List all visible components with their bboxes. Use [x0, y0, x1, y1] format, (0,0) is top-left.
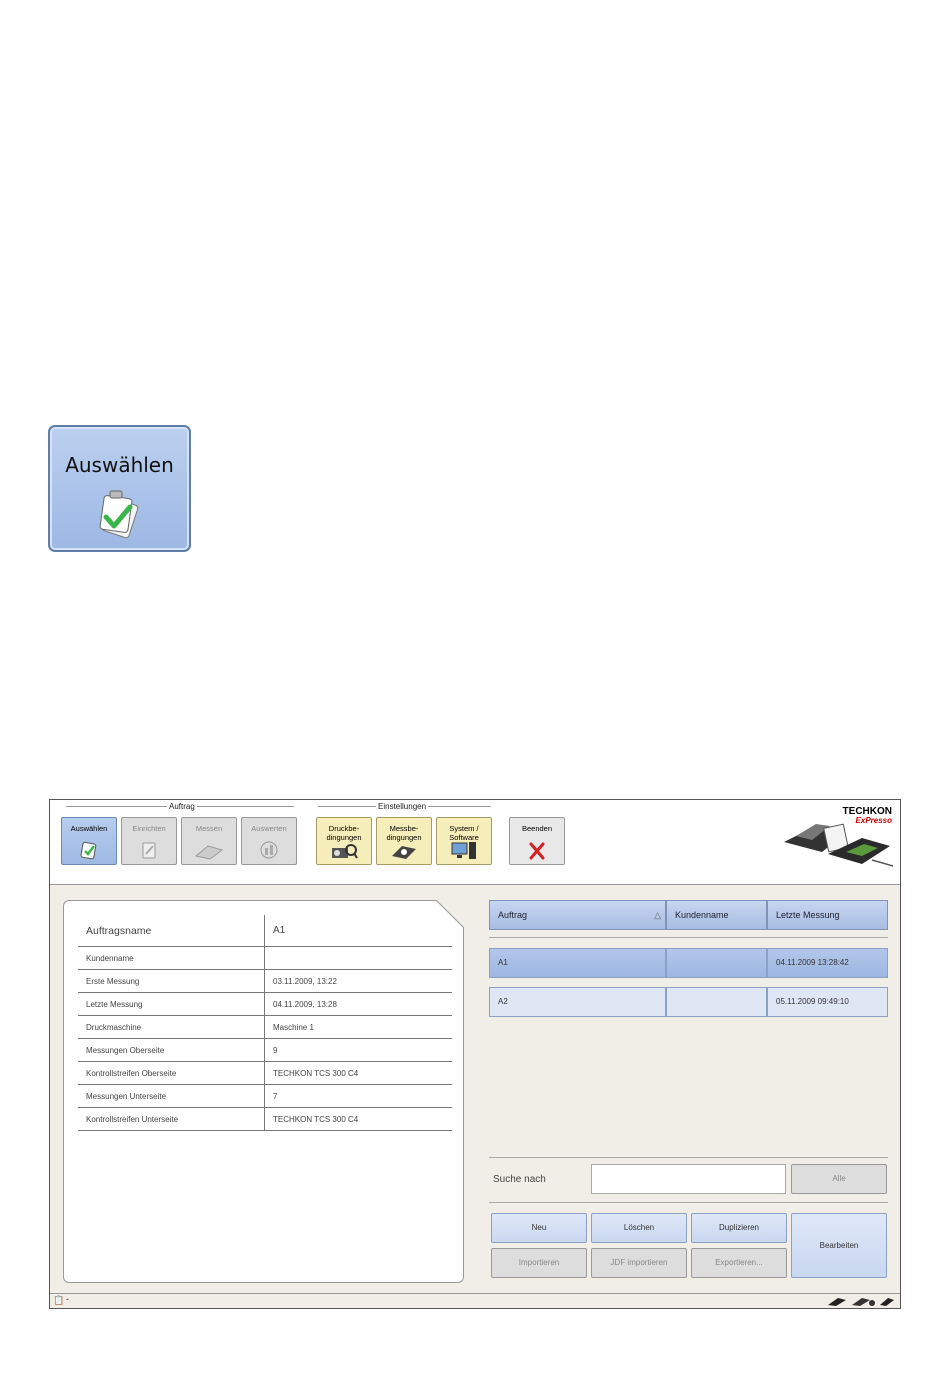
quit-label: Beenden: [521, 824, 553, 833]
measuring-device-icon: [194, 842, 224, 860]
list-row-last-measurement[interactable]: 04.11.2009 13:28:42: [767, 948, 888, 978]
status-text: -: [66, 1294, 69, 1304]
setup-button[interactable]: [121, 817, 177, 865]
detail-key: Erste Messung: [78, 970, 265, 993]
featured-select-button[interactable]: [48, 425, 191, 552]
detail-key: Kontrollstreifen Oberseite: [78, 1062, 265, 1085]
sort-ascending-icon: △: [654, 910, 661, 920]
all-button[interactable]: Alle: [791, 1164, 887, 1194]
clipboard-icon: 📋: [53, 1295, 65, 1305]
detail-row: [78, 1062, 452, 1085]
techkon-logo: [782, 804, 894, 874]
detail-value: Maschine 1: [265, 1016, 453, 1039]
column-header-order-label: Auftrag: [498, 910, 528, 920]
detail-key: Messungen Unterseite: [78, 1085, 265, 1108]
list-row-order[interactable]: A1: [489, 948, 666, 978]
measuring-device-icon: [390, 842, 418, 860]
detail-value: TECHKON TCS 300 C4: [265, 1062, 453, 1085]
detail-value: A1: [265, 915, 453, 947]
detail-row: [78, 1085, 452, 1108]
detail-key: Kundenname: [78, 947, 265, 970]
measurement-conditions-line2: dingungen: [386, 833, 422, 842]
select-button[interactable]: [61, 817, 117, 865]
select-label: Auswählen: [70, 824, 108, 833]
setup-label: Einrichten: [132, 824, 166, 833]
print-conditions-line2: dingungen: [326, 833, 362, 842]
detail-row: [78, 993, 452, 1016]
export-button[interactable]: Exportieren...: [691, 1248, 787, 1278]
column-header-last-measurement[interactable]: Letzte Messung: [767, 900, 888, 930]
new-button[interactable]: Neu: [491, 1213, 587, 1243]
measure-label: Messen: [195, 824, 223, 833]
computer-icon: [450, 840, 478, 860]
evaluate-label: Auswerten: [251, 824, 287, 833]
detail-row: [78, 1039, 452, 1062]
list-row-order[interactable]: A2: [489, 987, 666, 1017]
search-input[interactable]: [591, 1164, 786, 1194]
detail-row: [78, 1108, 452, 1131]
app-window: [49, 799, 901, 1309]
jdf-import-button[interactable]: JDF importieren: [591, 1248, 687, 1278]
duplicate-button[interactable]: Duplizieren: [691, 1213, 787, 1243]
measurement-conditions-line1: Messbe-: [389, 824, 419, 833]
search-label: Suche nach: [493, 1174, 546, 1185]
logo-brand: TECHKON: [842, 806, 892, 817]
system-software-line2: Software: [449, 833, 479, 842]
detail-value: TECHKON TCS 300 C4: [265, 1108, 453, 1131]
detail-value: 7: [265, 1085, 453, 1108]
list-divider: [489, 937, 888, 938]
detail-value: [265, 947, 453, 970]
chart-evaluate-icon: [256, 840, 282, 860]
clipboard-check-icon: [94, 487, 148, 548]
measurement-conditions-label: [377, 824, 431, 842]
toolbar: [50, 800, 900, 885]
search-divider: [489, 1157, 888, 1158]
system-software-button[interactable]: [436, 817, 492, 865]
list-row-customer[interactable]: [666, 948, 767, 978]
logo-product: ExPresso: [855, 816, 892, 825]
detail-key: Druckmaschine: [78, 1016, 265, 1039]
column-header-order[interactable]: [489, 900, 666, 930]
import-button[interactable]: Importieren: [491, 1248, 587, 1278]
document-edit-icon: [138, 840, 160, 860]
detail-value: 9: [265, 1039, 453, 1062]
clipboard-check-icon: [78, 840, 100, 860]
system-software-line1: System /: [449, 824, 479, 833]
detail-row: [78, 1016, 452, 1039]
measure-button[interactable]: [181, 817, 237, 865]
order-details-panel: [63, 900, 464, 1283]
order-details-table: [78, 915, 452, 1131]
detail-row: [78, 970, 452, 993]
close-icon: [527, 842, 547, 860]
group-title-order: Auftrag: [169, 802, 195, 811]
print-conditions-label: [317, 824, 371, 842]
detail-key: Kontrollstreifen Unterseite: [78, 1108, 265, 1131]
detail-value: 03.11.2009, 13:22: [265, 970, 453, 993]
list-row-customer[interactable]: [666, 987, 767, 1017]
evaluate-button[interactable]: [241, 817, 297, 865]
column-header-customer[interactable]: Kundenname: [666, 900, 767, 930]
print-conditions-line1: Druckbe-: [328, 824, 360, 833]
group-title-settings: Einstellungen: [378, 802, 427, 811]
print-conditions-button[interactable]: [316, 817, 372, 865]
detail-row: [78, 947, 452, 970]
detail-key: Auftragsname: [78, 915, 265, 947]
detail-key: Messungen Oberseite: [78, 1039, 265, 1062]
device-status-icons: [826, 1295, 896, 1307]
measurement-conditions-button[interactable]: [376, 817, 432, 865]
list-row-last-measurement[interactable]: 05.11.2009 09:49:10: [767, 987, 888, 1017]
detail-key: Letzte Messung: [78, 993, 265, 1016]
featured-select-label: Auswählen: [65, 453, 174, 477]
detail-row: [78, 915, 452, 947]
edit-button[interactable]: Bearbeiten: [791, 1213, 887, 1278]
status-bar: [50, 1293, 900, 1308]
printing-press-icon: [330, 842, 358, 860]
actions-divider: [489, 1202, 888, 1203]
delete-button[interactable]: Löschen: [591, 1213, 687, 1243]
detail-value: 04.11.2009, 13:28: [265, 993, 453, 1016]
quit-button[interactable]: [509, 817, 565, 865]
